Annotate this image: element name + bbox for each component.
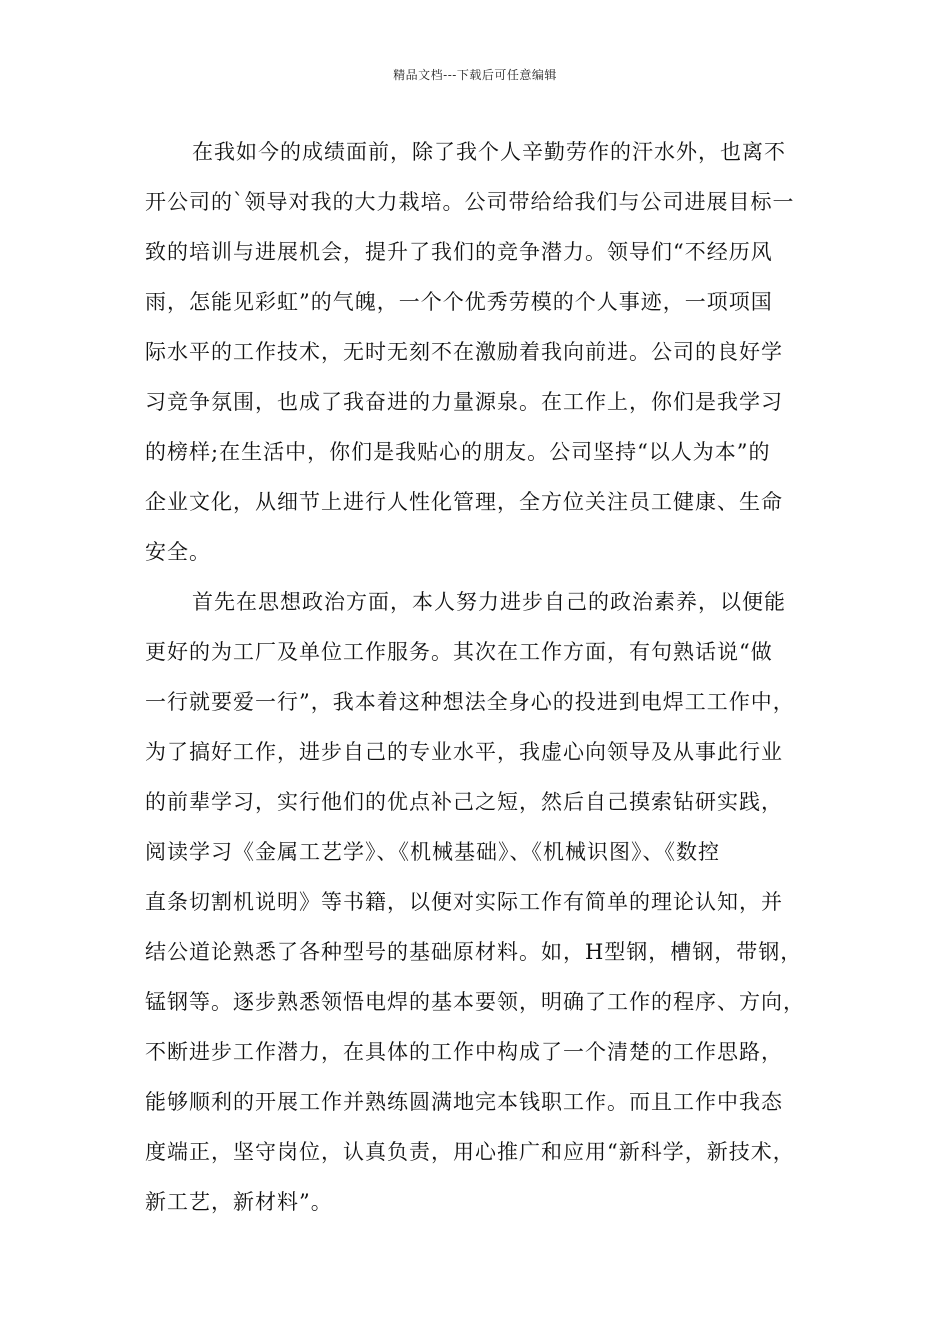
paragraph-1-line-7: 的榜样;在生活中，你们是我贴心的朋友。公司坚持“以人为本”的 <box>145 440 771 464</box>
paragraph-2-line-6: 阅读学习《金属工艺学》、《机械基础》、《机械识图》、《数控 <box>145 840 720 864</box>
paragraph-2-line-3: 一行就要爱一行”，我本着这种想法全身心的投进到电焊工工作中， <box>145 690 795 714</box>
paragraph-2-line-12: 度端正，坚守岗位，认真负责，用心推广和应用“新科学，新技术， <box>145 1140 795 1164</box>
paragraph-2-line-11: 能够顺利的开展工作并熟练圆满地完本钱职工作。而且工作中我态 <box>145 1090 783 1114</box>
paragraph-2-line-5: 的前辈学习，实行他们的优点补己之短，然后自己摸索钻研实践， <box>145 790 783 814</box>
paragraph-1-line-1: 在我如今的成绩面前，除了我个人辛勤劳作的汗水外，也离不 <box>192 140 786 164</box>
paragraph-2-line-8: 结公道论熟悉了各种型号的基础原材料。如，H型钢，槽钢，带钢， <box>145 940 803 964</box>
paragraph-1-line-2: 开公司的`领导对我的大力栽培。公司带给给我们与公司进展目标一 <box>145 190 795 214</box>
paragraph-2-line-2: 更好的为工厂及单位工作服务。其次在工作方面，有句熟话说“做 <box>145 640 773 664</box>
paragraph-2-line-4: 为了搞好工作，进步自己的专业水平，我虚心向领导及从事此行业 <box>145 740 783 764</box>
paragraph-2-line-9: 锰钢等。逐步熟悉领悟电焊的基本要领，明确了工作的程序、方向， <box>145 990 805 1014</box>
paragraph-1-line-9: 安全。 <box>145 540 211 564</box>
paragraph-1-line-4: 雨，怎能见彩虹”的气魄，一个个优秀劳模的个人事迹，一项项国 <box>145 290 773 314</box>
paragraph-1-line-8: 企业文化，从细节上进行人性化管理，全方位关注员工健康、生命 <box>145 490 783 514</box>
page-header: 精品文档---下载后可任意编辑 <box>393 68 557 82</box>
paragraph-1-line-3: 致的培训与进展机会，提升了我们的竞争潜力。领导们“不经历风 <box>145 240 773 264</box>
paragraph-2-line-1: 首先在思想政治方面，本人努力进步自己的政治素养，以便能 <box>192 590 786 614</box>
paragraph-2-line-13: 新工艺，新材料”。 <box>145 1190 333 1214</box>
paragraph-2-line-7: 直条切割机说明》等书籍，以便对实际工作有简单的理论认知，并 <box>145 890 783 914</box>
paragraph-1-line-5: 际水平的工作技术，无时无刻不在激励着我向前进。公司的良好学 <box>145 340 783 364</box>
paragraph-2-line-10: 不断进步工作潜力，在具体的工作中构成了一个清楚的工作思路， <box>145 1040 783 1064</box>
paragraph-1-line-6: 习竞争氛围，也成了我奋进的力量源泉。在工作上，你们是我学习 <box>145 390 783 414</box>
